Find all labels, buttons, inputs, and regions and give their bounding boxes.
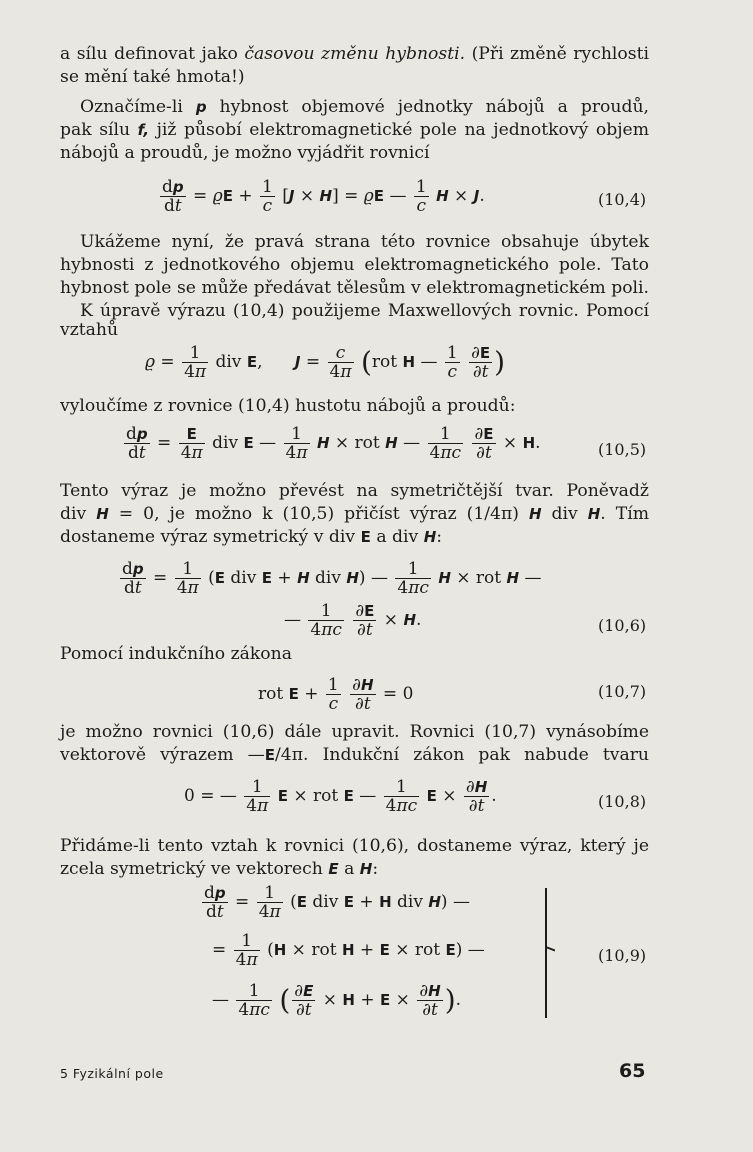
equation-10-8: 0 = — $\frac{1}{4\pi}$ E × rot E — $\frac{1}{4\pi c}$ E × $\frac{\partial H}{\partial t}$ .: [184, 777, 497, 816]
text-line: vztahů: [60, 320, 119, 340]
chapter-footer: 5 Fyzikální pole: [60, 1066, 164, 1081]
equation-10-9-line2: = $\frac{1}{4\pi}$ (H × rot H + E × rot E) —: [212, 931, 485, 970]
equation-number: (10,4): [598, 190, 647, 209]
equation-number: (10,9): [598, 946, 647, 965]
equation-number: (10,5): [598, 440, 647, 459]
text-line: div H = 0, je možno k (10,5) přičíst výraz (1/4π) H div H. Tím: [60, 504, 650, 524]
text-line: hybnost pole se může předávat tělesům v elektromagnetickém poli.: [60, 278, 649, 298]
equation-number: (10,8): [598, 792, 647, 811]
text-line: dostaneme výraz symetrický v div E a div H:: [60, 527, 443, 547]
equation-10-5: $\frac{dp}{dt}$ = $\frac{E}{4\pi}$ div E — $\frac{1}{4\pi}$ H × rot H — $\frac{1}{4\pi c}$ $\frac{\partial E}{\partial t}$ × H.: [126, 424, 541, 463]
equation-number: (10,7): [598, 682, 647, 701]
equation-10-7: rot E + $\frac{1}{c}$ $\frac{\partial H}{\partial t}$ = 0: [258, 675, 414, 714]
equation-10-9-line3: — $\frac{1}{4\pi c}$ ( $\frac{\partial E}{\partial t}$ × H + E × $\frac{\partial H}{\partial t}$ ).: [212, 981, 462, 1020]
text-line: je možno rovnici (10,6) dále upravit. Rovnici (10,7) vynásobíme: [60, 722, 649, 742]
text-line: Pomocí indukčního zákona: [60, 644, 292, 664]
text-line: Označíme-li p hybnost objemové jednotky nábojů a proudů,: [80, 97, 649, 117]
equation-number: (10,6): [598, 616, 647, 635]
text-line: Tento výraz je možno převést na symetričtější tvar. Poněvadž: [60, 481, 649, 501]
page-number: 65: [619, 1060, 646, 1082]
text-line: se mění také hmota!): [60, 67, 245, 87]
text-line: a sílu definovat jako časovou změnu hybnosti. (Při změně rychlosti: [60, 44, 649, 64]
right-brace: [545, 888, 547, 1018]
equation-10-6-line1: $\frac{dp}{dt}$ = $\frac{1}{4\pi}$ (E div E + H div H) — $\frac{1}{4\pi c}$ H × rot H —: [122, 559, 542, 598]
text-line: Ukážeme nyní, že pravá strana této rovnice obsahuje úbytek: [80, 232, 649, 252]
text-line: pak sílu f, již působí elektromagnetické pole na jednotkový objem: [60, 120, 649, 140]
text-line: hybnosti z jednotkového objemu elektromagnetického pole. Tato: [60, 255, 649, 275]
text-line: Přidáme-li tento vztah k rovnici (10,6), dostaneme výraz, který je: [60, 836, 649, 856]
text-line: vektorově výrazem —E/4π. Indukční zákon pak nabude tvaru: [60, 745, 649, 765]
equation-10-6-line2: — $\frac{1}{4\pi c}$ $\frac{\partial E}{\partial t}$ × H.: [284, 601, 422, 640]
text-line: K úpravě výrazu (10,4) použijeme Maxwellových rovnic. Pomocí: [80, 301, 649, 321]
equation-relations: ϱ = $\frac{1}{4\pi}$ div E, J = $\frac{c}{4\pi}$ (rot H — $\frac{1}{c}$ $\frac{\partial E}{\partial t}$ ): [145, 343, 506, 382]
equation-10-9-line1: $\frac{dp}{dt}$ = $\frac{1}{4\pi}$ (E div E + H div H) —: [204, 883, 470, 922]
text-line: vyloučíme z rovnice (10,4) hustotu nábojů a proudů:: [60, 396, 516, 416]
text-line: nábojů a proudů, je možno vyjádřit rovnicí: [60, 143, 430, 163]
equation-10-4: $\frac{dp}{dt}$ = ϱE + $\frac{1}{c}$ [J × H] = ϱE — $\frac{1}{c}$ H × J.: [162, 177, 485, 216]
text-line: zcela symetrický ve vektorech E a H:: [60, 859, 379, 879]
